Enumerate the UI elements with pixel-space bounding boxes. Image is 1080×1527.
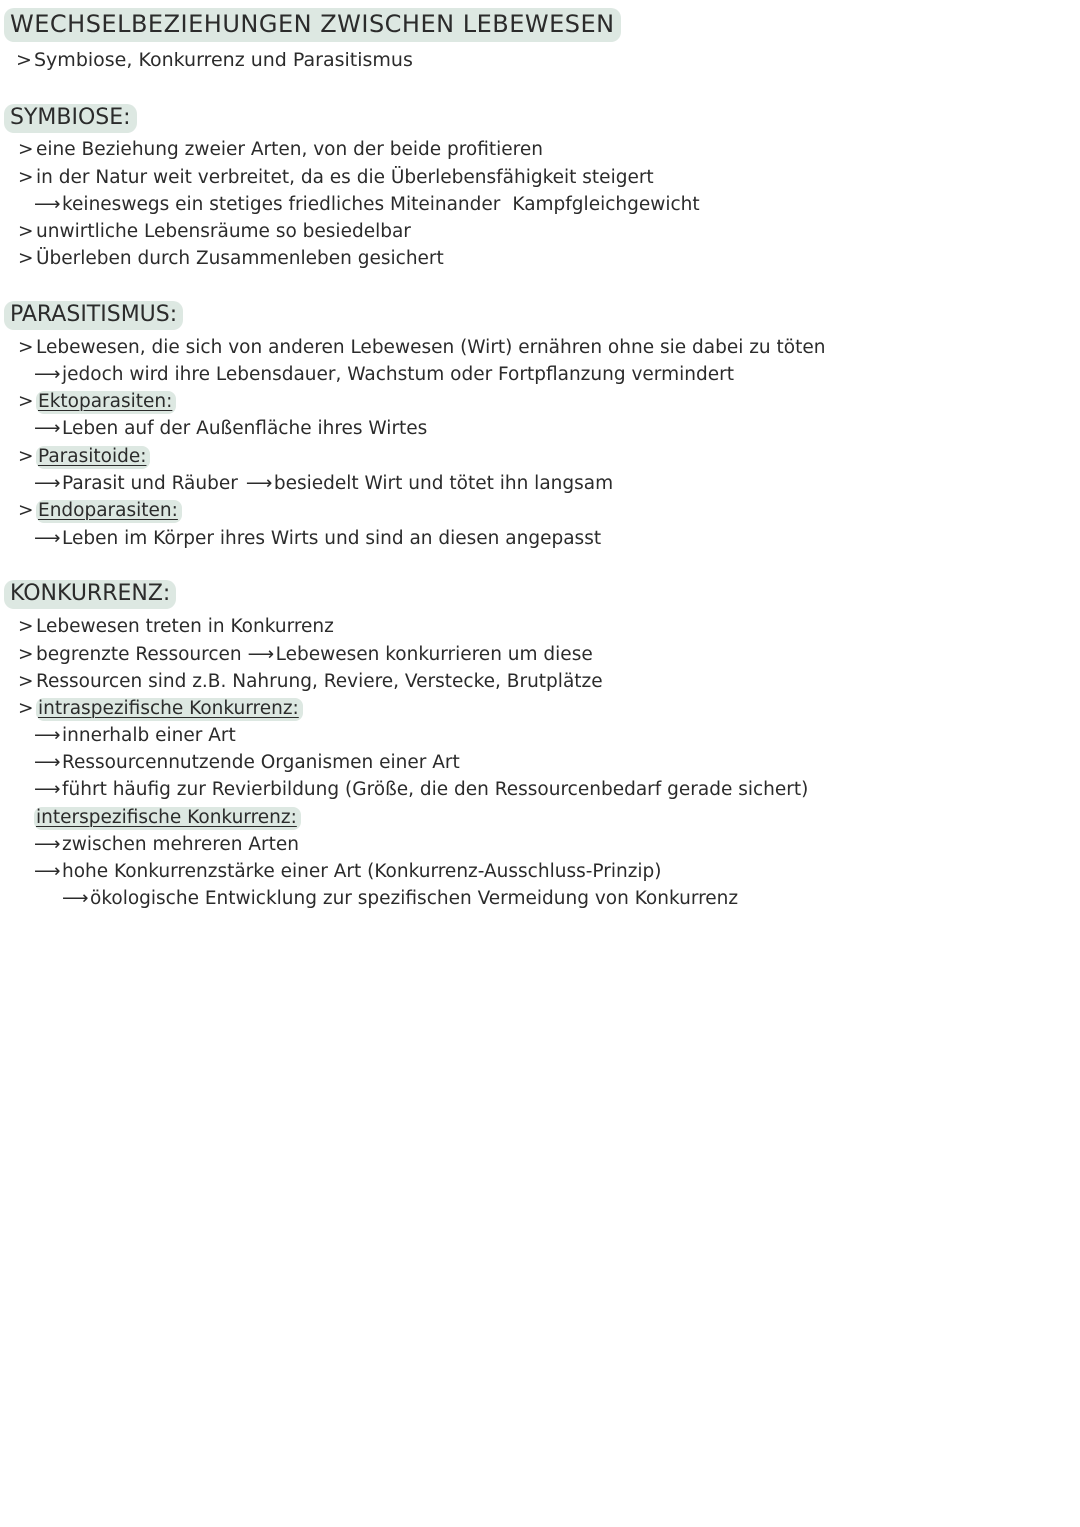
list-item: ⟶ Ressourcennutzende Organismen einer Art bbox=[34, 752, 460, 773]
arrow-icon: ⟶ bbox=[34, 834, 59, 855]
arrow-icon: ⟶ bbox=[34, 418, 59, 439]
list-item: > Ressourcen sind z.B. Nahrung, Reviere, Verstecke, Brutplätze bbox=[18, 671, 603, 692]
list-item: ⟶ jedoch wird ihre Lebensdauer, Wachstum oder Fortpflanzung vermindert bbox=[34, 364, 734, 385]
arrow-icon: ⟶ bbox=[34, 779, 59, 800]
arrow-icon: ⟶ bbox=[34, 752, 59, 773]
term-parasitoide: > Parasitoide: bbox=[18, 445, 150, 469]
bullet: > bbox=[16, 49, 32, 71]
arrow-icon: ⟶ bbox=[245, 473, 271, 494]
arrow-icon: ⟶ bbox=[34, 364, 59, 385]
subtitle-text: Symbiose, Konkurrenz und Parasitismus bbox=[34, 49, 413, 71]
list-item: > Überleben durch Zusammenleben gesichert bbox=[18, 248, 444, 269]
section-heading-symbiose: SYMBIOSE: bbox=[4, 104, 137, 132]
section-heading-konkurrenz: KONKURRENZ: bbox=[4, 580, 176, 608]
arrow-icon: ⟶ bbox=[34, 528, 59, 549]
list-item: ⟶ hohe Konkurrenzstärke einer Art (Konkurrenz-Ausschluss-Prinzip) bbox=[34, 861, 662, 882]
arrow-icon: ⟶ bbox=[247, 644, 273, 665]
list-item: > Lebewesen treten in Konkurrenz bbox=[18, 616, 334, 637]
list-item: > begrenzte Ressourcen ⟶ Lebewesen konkurrieren um diese bbox=[18, 644, 593, 665]
list-item: ⟶ keineswegs ein stetiges friedliches Miteinander Kampfgleichgewicht bbox=[34, 194, 700, 215]
list-item: > Lebewesen, die sich von anderen Lebewesen (Wirt) ernähren ohne sie dabei zu töten bbox=[18, 337, 826, 358]
arrow-icon: ⟶ bbox=[34, 861, 59, 882]
list-item: ⟶ Leben im Körper ihres Wirts und sind an diesen angepasst bbox=[34, 528, 602, 549]
arrow-icon: ⟶ bbox=[34, 194, 59, 215]
list-item: ⟶ zwischen mehreren Arten bbox=[34, 834, 300, 855]
list-item: ⟶ führt häufig zur Revierbildung (Größe, die den Ressourcenbedarf gerade sichert) bbox=[34, 779, 809, 800]
list-item: ⟶ Parasit und Räuber ⟶ besiedelt Wirt und tötet ihn langsam bbox=[34, 473, 614, 494]
list-item: ⟶ ökologische Entwicklung zur spezifischen Vermeidung von Konkurrenz bbox=[62, 888, 739, 909]
list-item: ⟶ innerhalb einer Art bbox=[34, 725, 236, 746]
page-title: WECHSELBEZIEHUNGEN ZWISCHEN LEBEWESEN bbox=[4, 8, 621, 42]
list-item: > eine Beziehung zweier Arten, von der beide profitieren bbox=[18, 139, 543, 160]
list-item: ⟶ Leben auf der Außenfläche ihres Wirtes bbox=[34, 418, 428, 439]
list-item: > in der Natur weit verbreitet, da es die Überlebensfähigkeit steigert bbox=[18, 167, 654, 188]
term-intraspezifisch: > intraspezifische Konkurrenz: bbox=[18, 697, 303, 721]
arrow-icon: ⟶ bbox=[34, 473, 59, 494]
term-ektoparasiten: > Ektoparasiten: bbox=[18, 390, 176, 414]
subtitle bbox=[16, 47, 413, 73]
arrow-icon: ⟶ bbox=[34, 725, 59, 746]
term-interspezifisch: interspezifische Konkurrenz: bbox=[34, 806, 301, 830]
section-heading-parasitismus: PARASITISMUS: bbox=[4, 301, 183, 329]
term-endoparasiten: > Endoparasiten: bbox=[18, 499, 182, 523]
arrow-icon: ⟶ bbox=[62, 888, 87, 909]
list-item: > unwirtliche Lebensräume so besiedelbar bbox=[18, 221, 411, 242]
